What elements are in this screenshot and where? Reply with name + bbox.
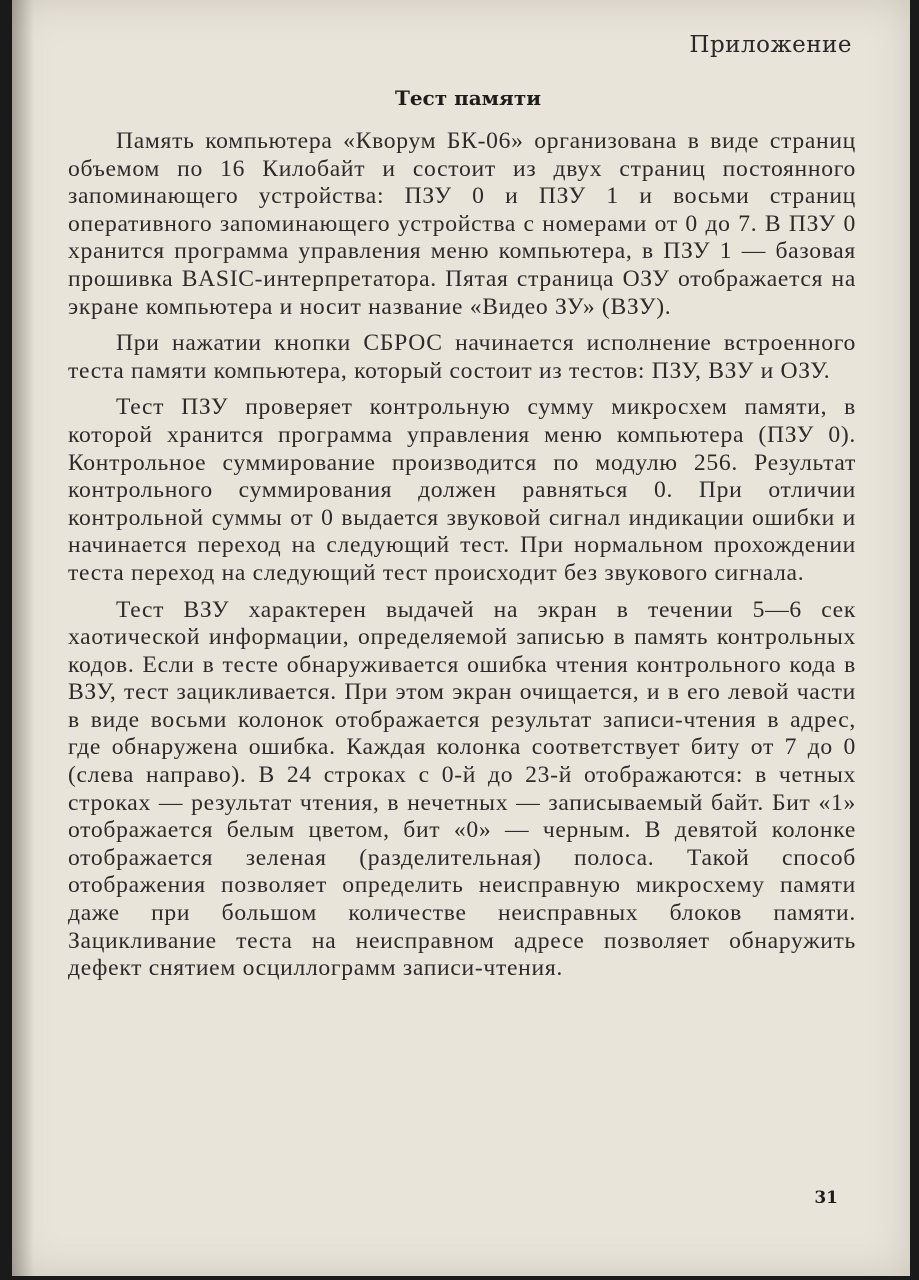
book-page — [12, 0, 910, 1276]
paragraph: Тест ВЗУ характерен выдачей на экран в течении 5—6 сек хаотической информации, определяемой записью в память контрольных кодов. Если в тесте обнаруживается ошибка чтения контрольного кода в ВЗУ, тест зацикливается. При этом экран очищается, и в его левой части в виде восьми колонок отображается результат записи-чтения в адрес, где обнаружена ошибка. Каждая колонка соответствует биту от 7 до 0 (слева направо). В 24 строках с 0-й до 23-й отображаются: в четных строках — результат чтения, в нечетных — записываемый байт. Бит «1» отображается белым цветом, бит «0» — черным. В девятой колонке отображается зеленая (разделительная) полоса. Такой способ отображения позволяет определить неисправную микросхему памяти даже при большом количестве неисправных блоков памяти. Зацикливание теста на неисправном адресе позволяет обнаружить дефект снятием осциллограмм записи-чтения. — [68, 596, 856, 982]
paragraph: При нажатии кнопки СБРОС начинается исполнение встроенного теста памяти компьютера, который состоит из тестов: ПЗУ, ВЗУ и ОЗУ. — [68, 330, 856, 384]
section-title: Тест памяти — [394, 86, 542, 110]
article-body — [68, 128, 856, 992]
paragraph: Память компьютера «Кворум БК-06» организована в виде страниц объемом по 16 Килобайт и состоит из двух страниц постоянного запоминающего устройства: ПЗУ 0 и ПЗУ 1 и восьми страниц оперативного запоминающего устройства с номерами от 0 до 7. В ПЗУ 0 хранится программа управления меню компьютера, в ПЗУ 1 — базовая прошивка BASIC-интерпретатора. Пятая страница ОЗУ отображается на экране компьютера и носит название «Видео ЗУ» (ВЗУ). — [68, 128, 856, 320]
running-header: Приложение — [689, 32, 852, 58]
paragraph: Тест ПЗУ проверяет контрольную сумму микросхем памяти, в которой хранится программа управления меню компьютера (ПЗУ 0). Контрольное суммирование производится по модулю 256. Результат контрольного суммирования должен равняться 0. При отличии контрольной суммы от 0 выдается звуковой сигнал индикации ошибки и начинается переход на следующий тест. При нормальном прохождении теста переход на следующий тест происходит без звукового сигнала. — [68, 394, 856, 586]
page-number: 31 — [814, 1188, 838, 1208]
